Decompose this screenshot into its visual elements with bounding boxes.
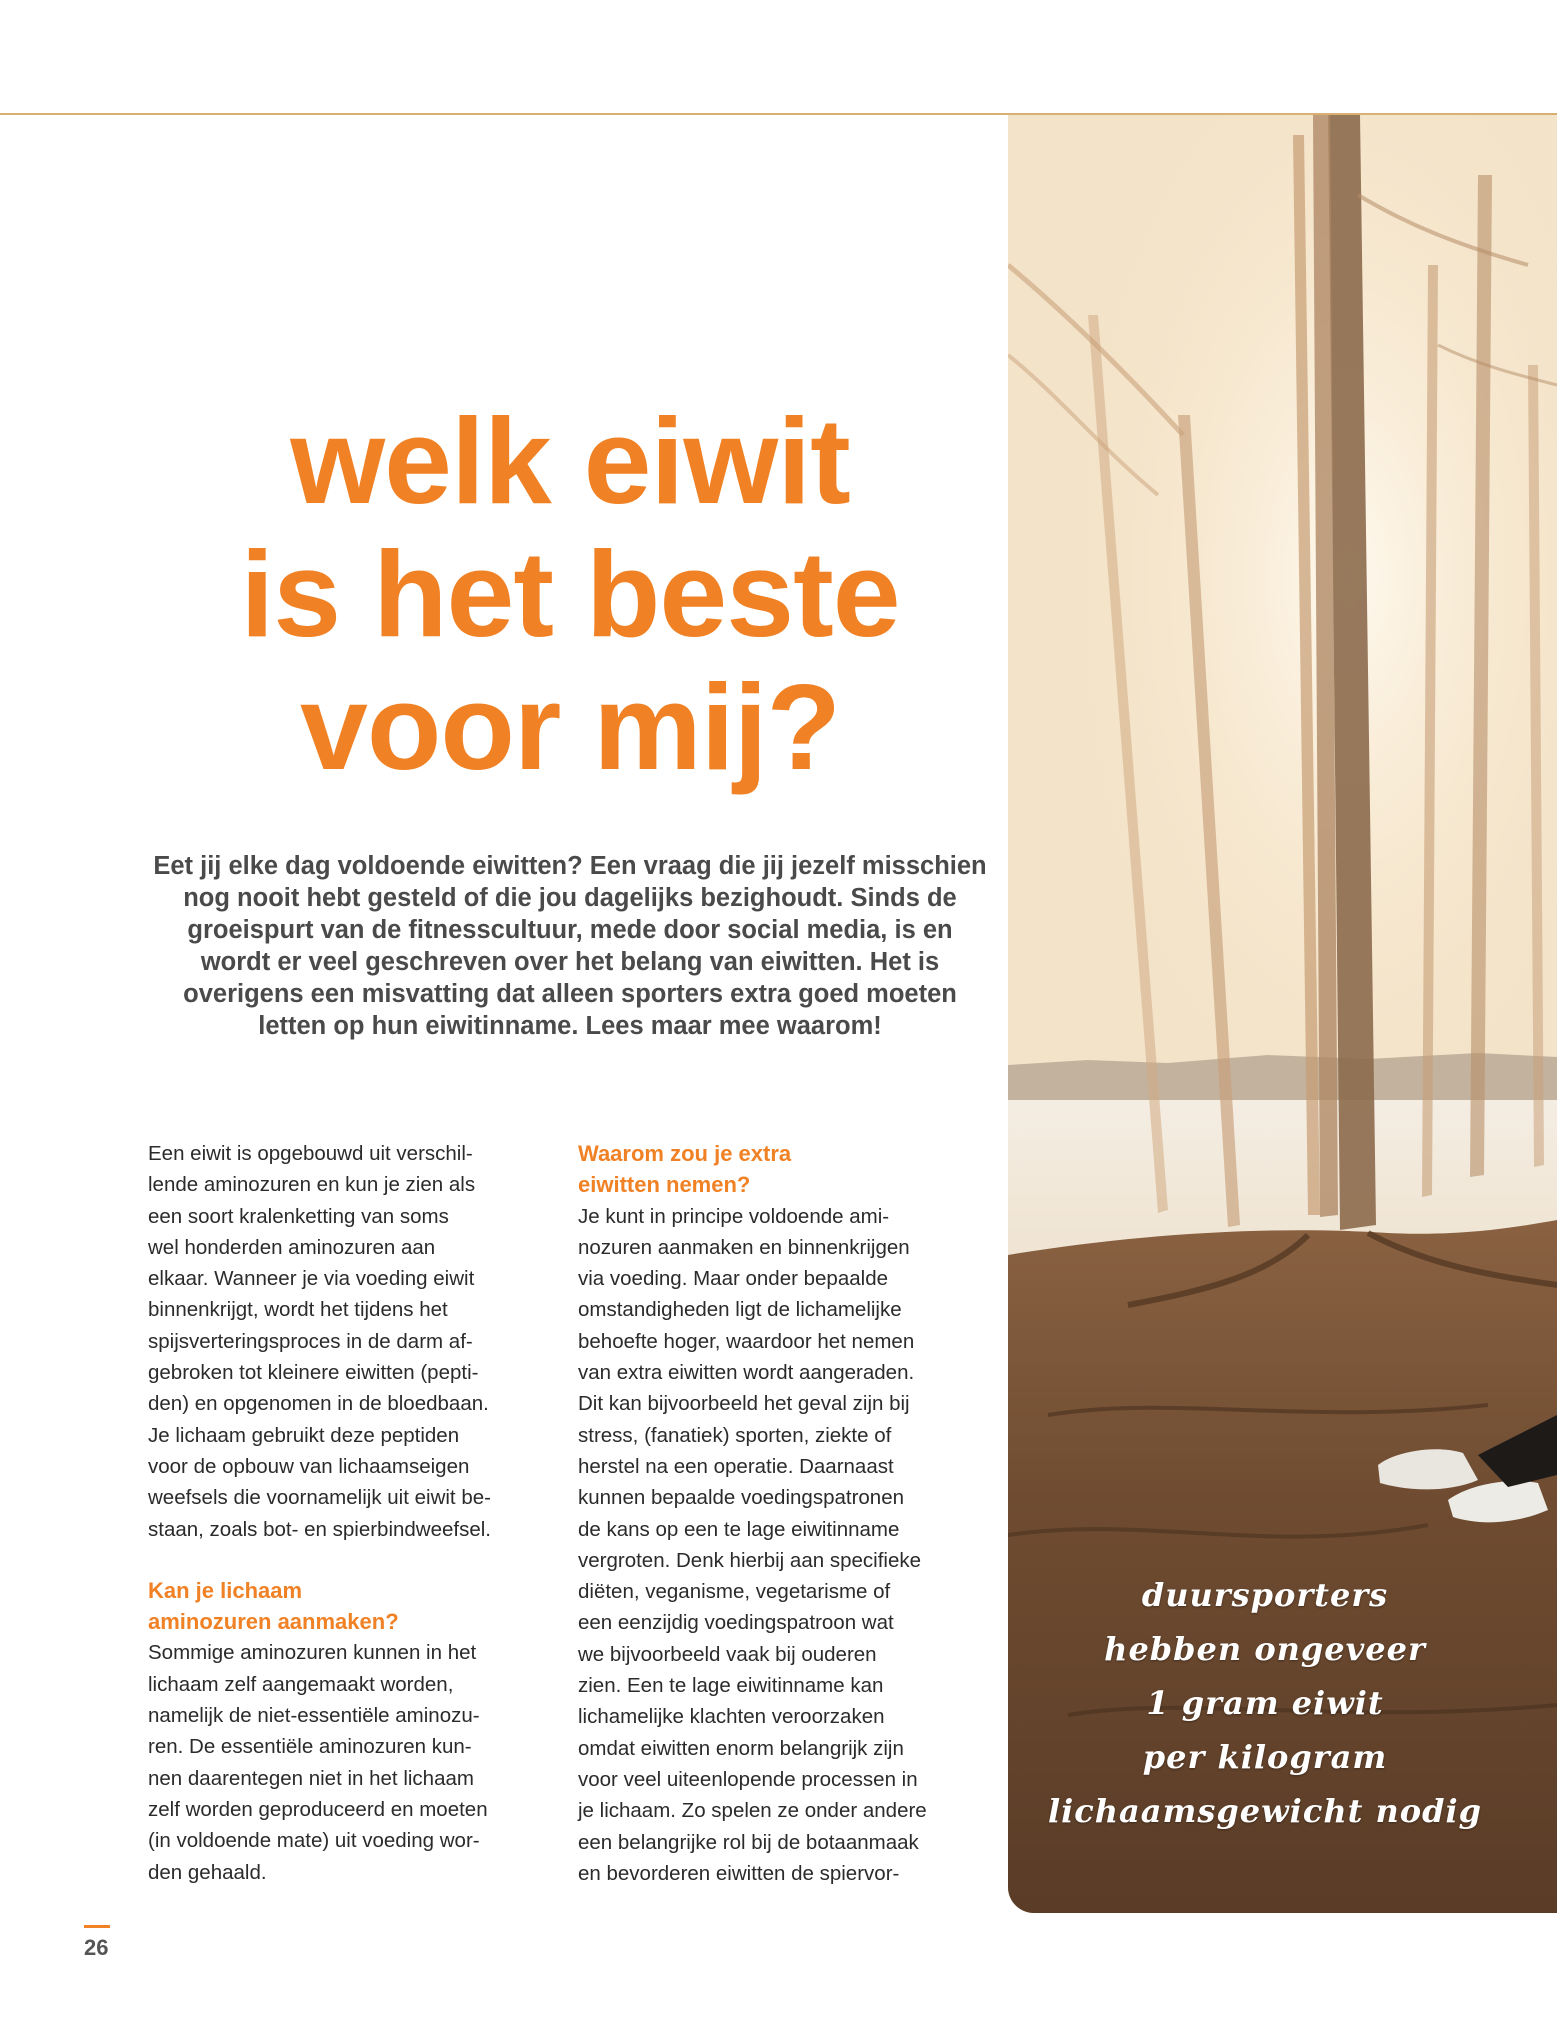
text-line: wel honderden aminozuren aan	[148, 1235, 436, 1259]
text-line: Dit kan bijvoorbeeld het geval zijn bij	[578, 1392, 910, 1416]
text-line: (in voldoende mate) uit voeding wor-	[148, 1829, 480, 1853]
text-line: we bijvoorbeeld vaak bij ouderen	[578, 1642, 877, 1666]
article-title	[150, 395, 990, 794]
left-column	[148, 1138, 568, 1888]
text-line: Een eiwit is opgebouwd uit verschil-	[148, 1142, 473, 1165]
text-line: ren. De essentiële aminozuren kun-	[148, 1735, 472, 1759]
quote-line: lichaamsgewicht nodig	[1047, 1792, 1483, 1830]
text-line: een soort kralenketting van soms	[148, 1204, 449, 1228]
body-paragraph	[148, 1637, 568, 1887]
text-line: nozuren aanmaken en binnenkrijgen	[578, 1235, 910, 1259]
text-line: gebroken tot kleinere eiwitten (pepti-	[148, 1361, 479, 1385]
text-line: kunnen bepaalde voedingspatronen	[578, 1486, 904, 1510]
text-line: van extra eiwitten wordt aangeraden.	[578, 1361, 915, 1385]
text-line: lichaam zelf aangemaakt worden,	[148, 1672, 454, 1696]
quote-line: per kilogram	[1142, 1738, 1388, 1776]
text-line: behoefte hoger, waardoor het nemen	[578, 1329, 915, 1353]
text-line: spijsverteringsproces in de darm af-	[148, 1329, 473, 1353]
title-line: welk eiwit	[290, 393, 850, 529]
text-line: nen daarentegen niet in het lichaam	[148, 1766, 474, 1790]
text-line: zien. Een te lage eiwitinname kan	[578, 1674, 884, 1698]
text-line: omdat eiwitten enorm belangrijk zijn	[578, 1736, 904, 1760]
text-line: Sommige aminozuren kunnen in het	[148, 1641, 477, 1665]
article-intro: Eet jij elke dag voldoende eiwitten? Een vraag die jij jezelf misschien nog nooit hebt gesteld of die jou dagelijks bezighoudt. Sinds de groeispurt van de fitnesscultuur, mede door social media, is en wordt er veel geschreven over het belang van eiwitten. Het is overigens een misvatting dat alleen sporters extra goed moeten letten op hun eiwitinname. Lees maar mee waarom!	[153, 852, 987, 1040]
text-line: lende aminozuren en kun je zien als	[148, 1173, 476, 1197]
text-line: een belangrijke rol bij de botaanmaak	[578, 1830, 919, 1854]
title-line: is het beste	[240, 526, 900, 662]
heading-line: eiwitten nemen?	[578, 1172, 751, 1198]
text-line: staan, zoals bot- en spierbindweefsel.	[148, 1517, 492, 1541]
text-line: elkaar. Wanneer je via voeding eiwit	[148, 1267, 475, 1291]
paragraph-spacer	[148, 1545, 568, 1575]
text-line: den) en opgenomen in de bloedbaan.	[148, 1392, 489, 1416]
quote-line: 1 gram eiwit	[1146, 1684, 1384, 1722]
heading-line: Waarom zou je extra	[578, 1141, 792, 1166]
text-line: binnenkrijgt, wordt het tijdens het	[148, 1298, 448, 1322]
heading-line: Kan je lichaam	[148, 1577, 303, 1603]
page-number-accent	[84, 1925, 110, 1928]
section-heading	[578, 1138, 998, 1201]
page-number: 26	[84, 1935, 109, 1960]
text-line: lichamelijke klachten veroorzaken	[578, 1705, 885, 1729]
text-line: weefsels die voornamelijk uit eiwit be-	[148, 1486, 491, 1510]
right-column	[578, 1138, 998, 1889]
text-line: Je kunt in principe voldoende ami-	[578, 1204, 890, 1228]
text-line: herstel na een operatie. Daarnaast	[578, 1454, 894, 1478]
heading-line: aminozuren aanmaken?	[148, 1609, 399, 1635]
text-line: namelijk de niet-essentiële aminozu-	[148, 1704, 480, 1728]
text-line: zelf worden geproduceerd en moeten	[148, 1797, 488, 1821]
quote-line: duursporters	[1141, 1576, 1389, 1614]
text-line: den gehaald.	[148, 1860, 267, 1884]
quote-line: hebben ongeveer	[1104, 1630, 1426, 1668]
text-line: voor veel uiteenlopende processen in	[578, 1767, 918, 1791]
text-line: vergroten. Denk hierbij aan specifieke	[578, 1548, 921, 1572]
text-line: stress, (fanatiek) sporten, ziekte of	[578, 1423, 892, 1447]
text-line: en bevorderen eiwitten de spiervor-	[578, 1861, 900, 1885]
section-heading	[148, 1575, 568, 1638]
body-paragraph	[578, 1201, 998, 1890]
body-paragraph	[148, 1138, 568, 1545]
text-line: een eenzijdig voedingspatroon wat	[578, 1611, 894, 1635]
photo-handwritten-quote	[1040, 1568, 1490, 1838]
text-line: omstandigheden ligt de lichamelijke	[578, 1298, 902, 1322]
text-line: voor de opbouw van lichaamseigen	[148, 1454, 470, 1478]
text-line: diëten, veganisme, vegetarisme of	[578, 1580, 891, 1604]
text-line: via voeding. Maar onder bepaalde	[578, 1267, 888, 1291]
text-line: je lichaam. Zo spelen ze onder andere	[578, 1799, 927, 1823]
text-line: Je lichaam gebruikt deze peptiden	[148, 1423, 460, 1447]
title-line: voor mij?	[299, 659, 841, 795]
text-line: de kans op een te lage eiwitinname	[578, 1517, 900, 1541]
